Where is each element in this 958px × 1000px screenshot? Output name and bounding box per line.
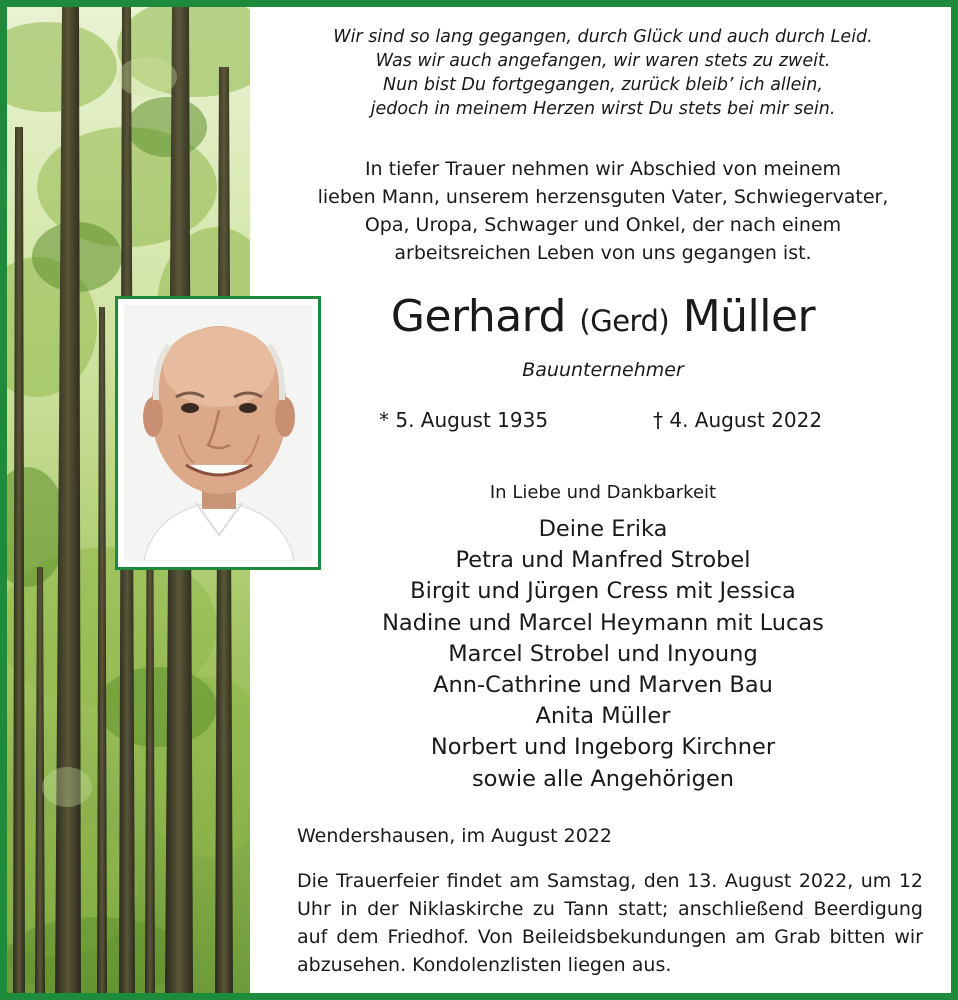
last-name: Müller	[682, 291, 816, 342]
mourner: Petra und Manfred Strobel	[455, 547, 751, 574]
mourner: Anita Müller	[535, 703, 671, 730]
poem-line: jedoch in meinem Herzen wirst Du stets bei mir sein.	[370, 99, 836, 119]
death-date: † 4. August 2022	[653, 408, 823, 432]
thanks-line: In Liebe und Dankbarkeit	[489, 482, 717, 503]
mourner: Nadine und Marcel Heymann mit Lucas	[382, 609, 824, 636]
funeral-notice: Die Trauerfeier findet am Samstag, den 13. August 2022, um 12 Uhr in der Niklaskirche zu Tann statt; anschließend Beerdigung auf dem Friedhof. Von Beileidsbekundungen am Grab bitten wir abzusehen. Kondolenzlisten liegen aus.	[297, 870, 923, 976]
poem-line: Was wir auch angefangen, wir waren stets zu zweit.	[375, 51, 831, 71]
poem	[265, 25, 941, 121]
intro-text	[265, 155, 941, 267]
mourner: Deine Erika	[538, 516, 668, 542]
mourner: Marcel Strobel und Inyoung	[448, 640, 758, 667]
place-date: Wendershausen, im August 2022	[297, 825, 613, 847]
mourner: Ann-Cathrine und Marven Bau	[433, 672, 773, 699]
mourners-list	[265, 514, 941, 795]
poem-line: Wir sind so lang gegangen, durch Glück und auch durch Leid.	[333, 27, 873, 47]
intro-line: arbeitsreichen Leben von uns gegangen ist.	[394, 242, 812, 264]
mourner: Birgit und Jürgen Cress mit Jessica	[410, 578, 796, 605]
poem-line: Nun bist Du fortgegangen, zurück bleib’ ich allein,	[383, 75, 823, 95]
mourner: Norbert und Ingeborg Kirchner	[430, 734, 776, 761]
deceased-name	[265, 289, 941, 349]
first-name: Gerhard	[390, 291, 566, 342]
nickname: (Gerd)	[579, 304, 670, 338]
intro-line: lieben Mann, unserem herzensguten Vater, Schwiegervater,	[317, 186, 889, 208]
intro-line: In tiefer Trauer nehmen wir Abschied von meinem	[364, 158, 842, 180]
intro-line: Opa, Uropa, Schwager und Onkel, der nach einem	[364, 214, 842, 236]
mourner: sowie alle Angehörigen	[471, 765, 735, 792]
profession: Bauunternehmer	[522, 359, 684, 381]
birth-date: * 5. August 1935	[379, 408, 549, 432]
